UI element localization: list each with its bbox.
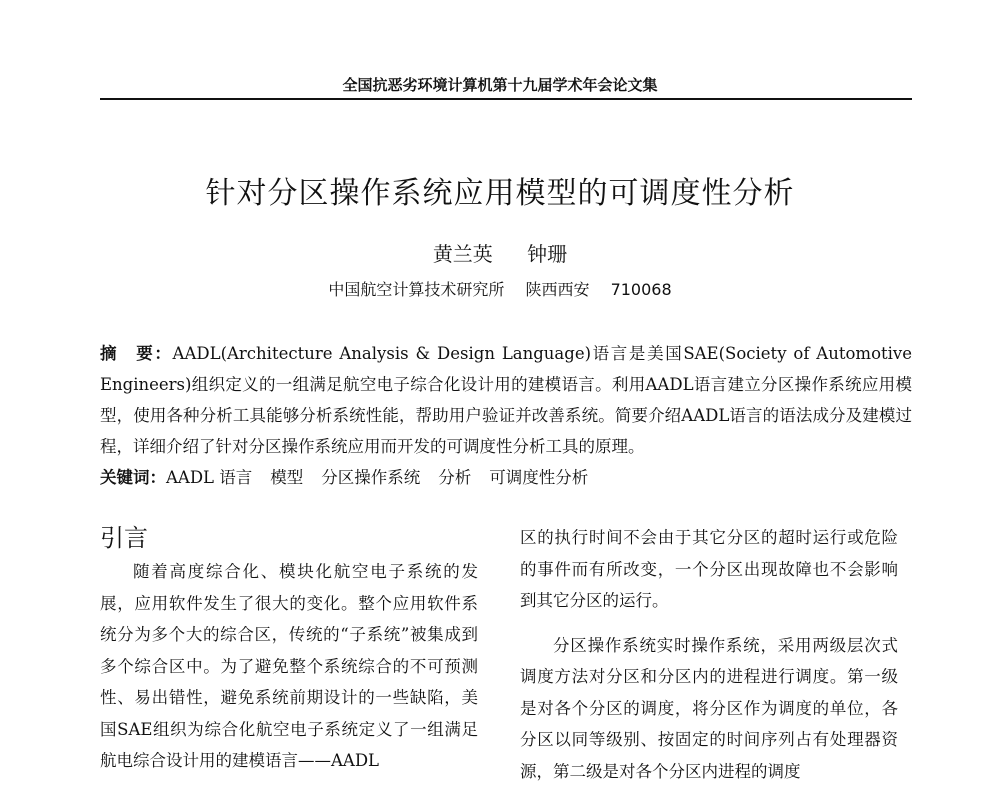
intro-paragraph-right-2: 分区操作系统实时操作系统，采用两级层次式调度方法对分区和分区内的进程进行调度。第一级是对各个分区的调度，将分区作为调度的单位，各分区以同等级别、按固定的时间序列占有处理器资源，第二级是对各个分区内进程的调度 <box>520 630 898 787</box>
abstract-label: 摘 要： <box>100 344 173 363</box>
right-column <box>520 522 898 787</box>
paper-title: 针对分区操作系统应用模型的可调度性分析 <box>0 168 1000 212</box>
keyword-1: AADL 语言 <box>166 468 252 487</box>
proceedings-header: 全国抗恶劣环境计算机第十九届学术年会论文集 <box>0 74 1000 95</box>
keywords-label: 关键词： <box>100 468 166 487</box>
affiliation-institute: 中国航空计算技术研究所 <box>328 280 504 299</box>
abstract-text: AADL(Architecture Analysis & Design Language)语言是美国SAE(Society of Automotive Engineers)组织定义的一组满足航空电子综合化设计用的建模语言。利用AADL语言建立分区操作系统应用模型，使用各种分析工具能够分析系统性能，帮助用户验证并改善系统。简要介绍AADL语言的语法成分及建模过程，详细介绍了针对分区操作系统应用而开发的可调度性分析工具的原理。 <box>100 344 912 456</box>
keyword-5: 可调度性分析 <box>489 468 588 487</box>
intro-paragraph-left: 随着高度综合化、模块化航空电子系统的发展，应用软件发生了很大的变化。整个应用软件系统分为多个大的综合区，传统的“子系统”被集成到多个综合区中。为了避免整个系统综合的不可预测性、易出错性，避免系统前期设计的一些缺陷，美国SAE组织为综合化航空电子系统定义了一组满足航电综合设计用的建模语言——AADL <box>100 556 478 777</box>
author-1: 黄兰英 <box>433 242 493 266</box>
author-list <box>0 238 1000 267</box>
keyword-2: 模型 <box>270 468 303 487</box>
section-heading-intro: 引言 <box>100 520 478 556</box>
keyword-4: 分析 <box>438 468 471 487</box>
header-rule <box>100 98 912 100</box>
affiliation-location: 陕西西安 <box>525 280 589 299</box>
keyword-3: 分区操作系统 <box>321 468 420 487</box>
keywords <box>100 462 912 493</box>
left-column <box>100 520 478 777</box>
intro-paragraph-right-1: 区的执行时间不会由于其它分区的超时运行或危险的事件而有所改变，一个分区出现故障也不会影响到其它分区的运行。 <box>520 522 898 617</box>
abstract <box>100 338 912 462</box>
affiliation <box>0 277 1000 300</box>
affiliation-postcode: 710068 <box>611 280 672 299</box>
author-2: 钟珊 <box>527 242 567 266</box>
